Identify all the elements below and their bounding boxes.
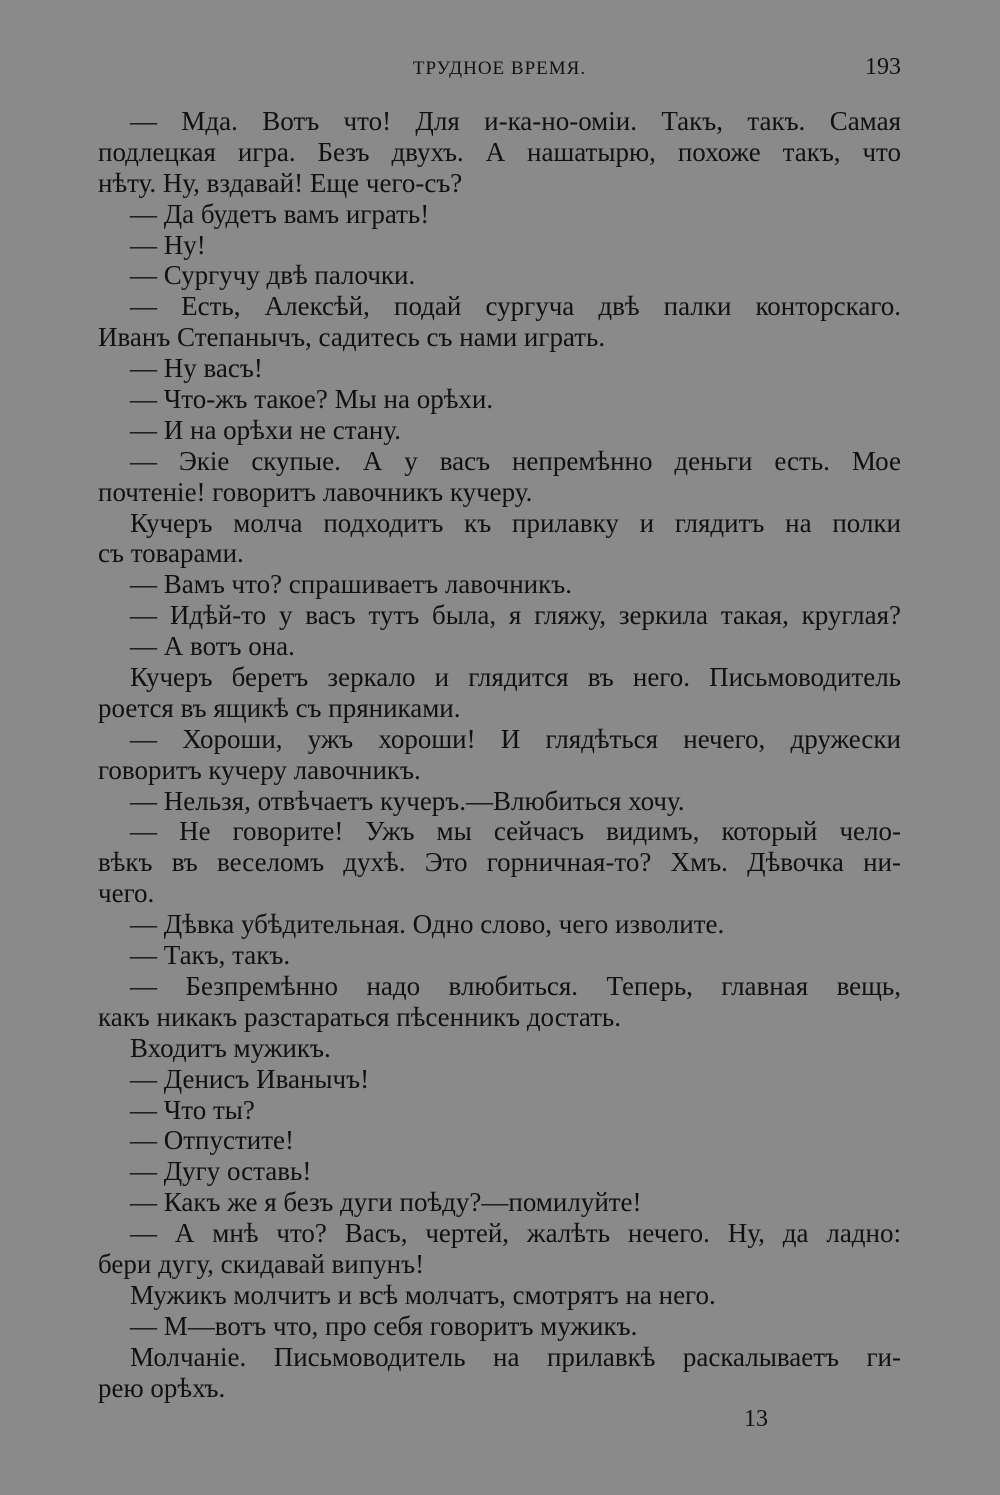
text-line: Кучеръ молча подходитъ къ прилавку и глядитъ на полки bbox=[130, 507, 901, 538]
text-line: — Экіе скупые. А у васъ непремѣнно деньги есть. Мое bbox=[130, 445, 901, 476]
text-line: — Не говорите! Ужъ мы сейчасъ видимъ, который чело- bbox=[130, 816, 901, 847]
text-line: Входитъ мужикъ. bbox=[130, 1032, 331, 1063]
text-line: бери дугу, скидавай випунъ! bbox=[98, 1248, 425, 1279]
text-line: — Идѣй-то у васъ тутъ была, я гляжу, зеркила такая, круглая? bbox=[130, 600, 901, 631]
text-line: Молчаніе. Письмоводитель на прилавкѣ раскалываетъ ги- bbox=[130, 1341, 901, 1372]
text-line: какъ никакъ разстараться пѣсенникъ достать. bbox=[98, 1001, 621, 1032]
text-line: — М—вотъ что, про себя говоритъ мужикъ. bbox=[130, 1310, 638, 1341]
text-line: Иванъ Степанычъ, садитесь съ нами играть. bbox=[98, 322, 606, 353]
text-line: — Вамъ что? спрашиваетъ лавочникъ. bbox=[130, 569, 572, 600]
text-line: — И на орѣхи не стану. bbox=[130, 414, 401, 445]
text-line: — Отпустите! bbox=[130, 1125, 295, 1156]
text-line: — Безпремѣнно надо влюбиться. Теперь, главная вещь, bbox=[130, 970, 901, 1001]
text-line: — Дугу оставь! bbox=[130, 1156, 312, 1187]
text-line: — Какъ же я безъ дуги поѣду?—помилуйте! bbox=[130, 1187, 642, 1218]
text-line: — Денисъ Иванычъ! bbox=[130, 1063, 370, 1094]
text-line: чего. bbox=[98, 878, 155, 909]
text-line: подлецкая игра. Безъ двухъ. А нашатырю, похоже такъ, что bbox=[98, 136, 901, 167]
text-line: рею орѣхъ. bbox=[98, 1372, 226, 1403]
page-number: 193 bbox=[865, 54, 901, 80]
body-text bbox=[98, 106, 901, 1403]
text-line: — Дѣвка убѣдительная. Одно слово, чего изволите. bbox=[130, 909, 725, 940]
text-line: съ товарами. bbox=[98, 538, 244, 569]
text-line: — А вотъ она. bbox=[130, 631, 295, 662]
text-line: — Ну! bbox=[130, 229, 206, 260]
text-line: — Ну васъ! bbox=[130, 353, 263, 384]
text-line: — Что ты? bbox=[130, 1094, 255, 1125]
signature-mark: 13 bbox=[744, 1406, 768, 1432]
text-line: вѣкъ въ веселомъ духѣ. Это горничная-то? Хмъ. Дѣвочка ни- bbox=[98, 847, 901, 878]
running-header bbox=[98, 52, 901, 86]
text-line: роется въ ящикѣ съ пряниками. bbox=[98, 692, 461, 723]
text-line: — Сургучу двѣ палочки. bbox=[130, 260, 416, 291]
text-line: нѣту. Ну, вздавай! Еще чего-съ? bbox=[98, 167, 463, 198]
text-line: — А мнѣ что? Васъ, чертей, жалѣть нечего. Ну, да ладно: bbox=[130, 1218, 901, 1249]
text-line: — Такъ, такъ. bbox=[130, 940, 291, 971]
running-title: ТРУДНОЕ ВРЕМЯ. bbox=[412, 58, 587, 79]
text-line: — Да будетъ вамъ играть! bbox=[130, 198, 430, 229]
text-line: — Мда. Вотъ что! Для и-ка-но-оміи. Такъ, такъ. Самая bbox=[130, 106, 901, 136]
text-line: говоритъ кучеру лавочникъ. bbox=[98, 754, 421, 785]
text-line: почтеніе! говоритъ лавочникъ кучеру. bbox=[98, 476, 533, 507]
text-line: — Что-жъ такое? Мы на орѣхи. bbox=[130, 384, 494, 415]
text-line: — Хороши, ужъ хороши! И глядѣться нечего, дружески bbox=[130, 723, 901, 754]
text-line: — Нельзя, отвѣчаетъ кучеръ.—Влюбиться хочу. bbox=[130, 785, 685, 816]
text-line: Мужикъ молчитъ и всѣ молчатъ, смотрятъ на него. bbox=[130, 1279, 716, 1310]
text-line: — Есть, Алексѣй, подай сургуча двѣ палки конторскаго. bbox=[130, 291, 901, 322]
text-line: Кучеръ беретъ зеркало и глядится въ него. Письмоводитель bbox=[130, 662, 901, 693]
